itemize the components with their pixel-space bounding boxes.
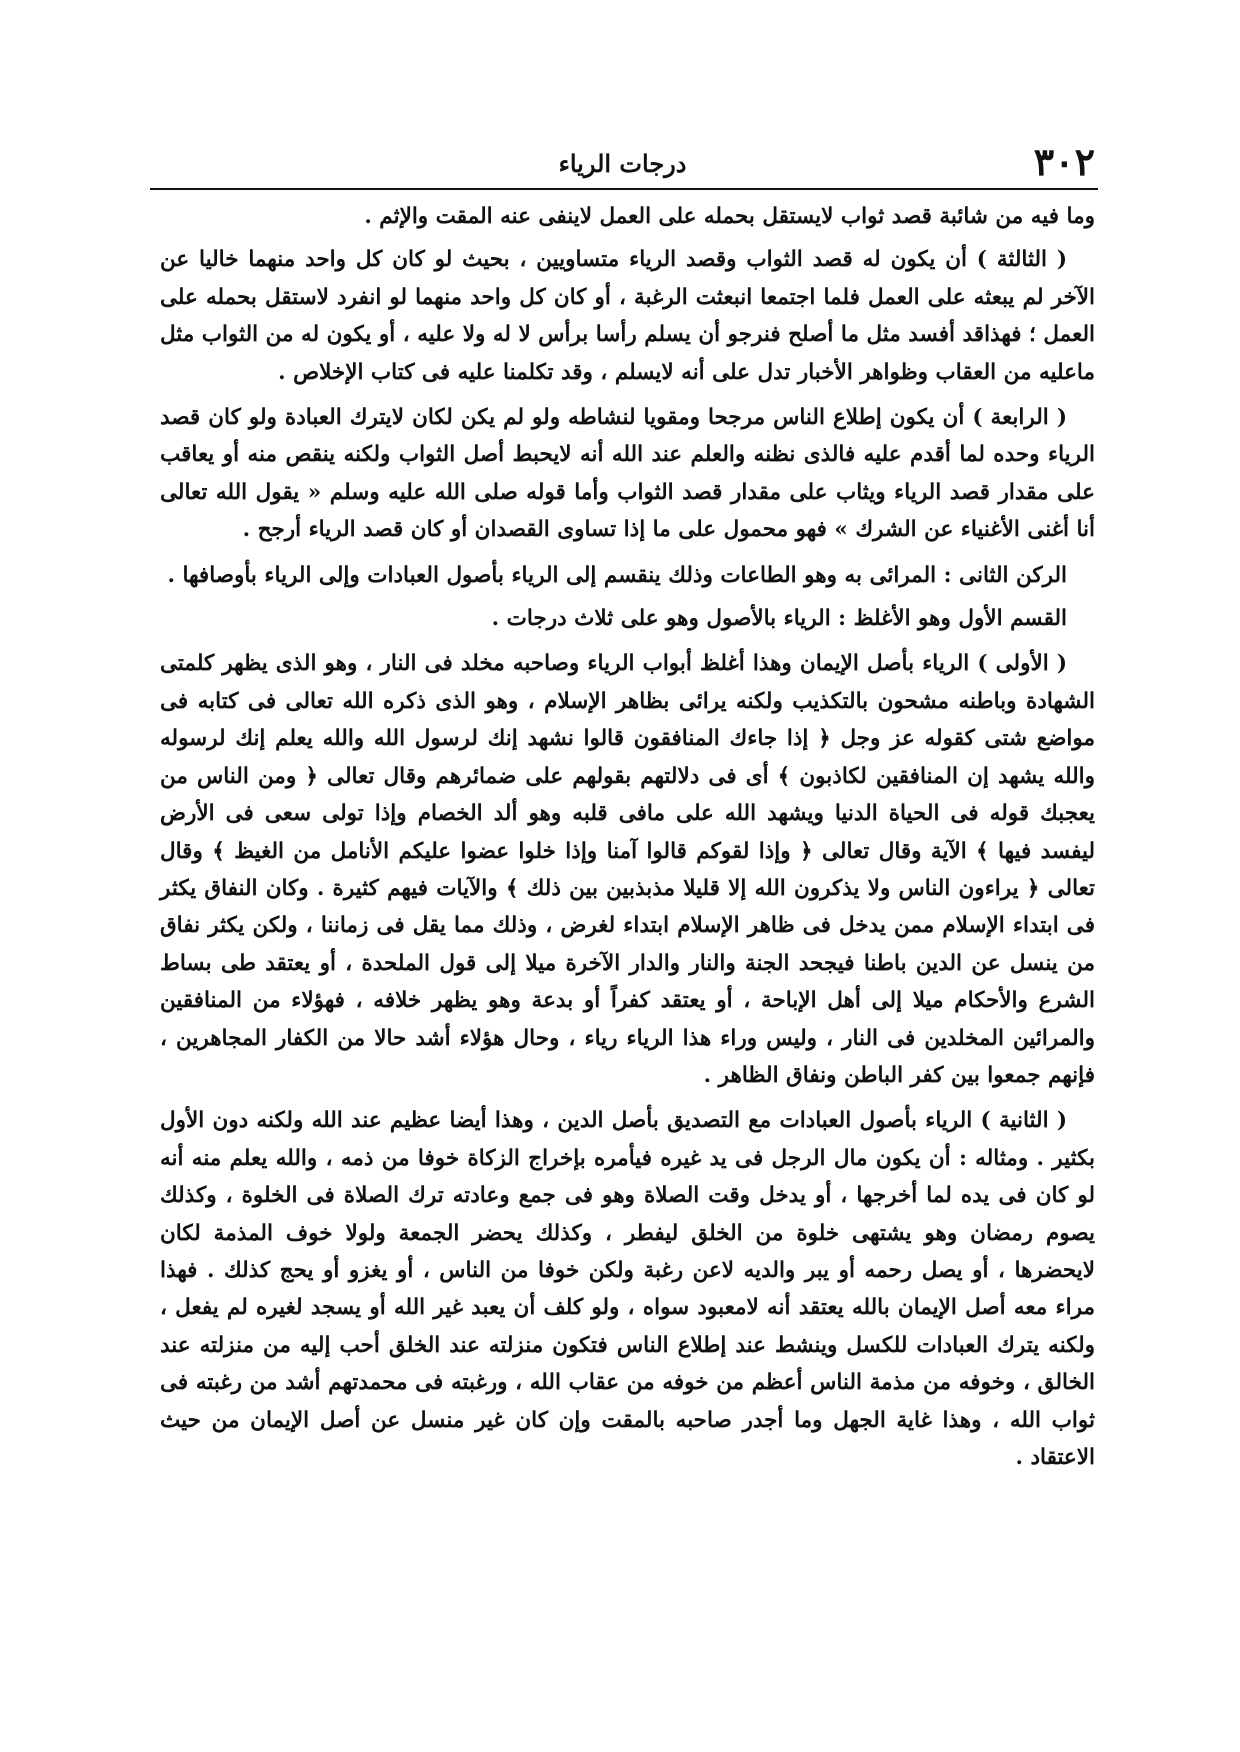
running-title: درجات الرياء: [558, 149, 687, 178]
paragraph-second-degree: ( الثانية ) الرياء بأصول العبادات مع التصديق بأصل الدين ، وهذا أيضا عظيم عند الله ولكنه دون الأول بكثير . ومثاله : أن يكون مال الرجل فى يد غيره فيأمره بإخراج الزكاة خوفا من ذمه ، والله يعلم منه أنه لو كان فى يده لما أخرجها ، أو يدخل وقت الصلاة وهو فى جمع وعادته ترك الصلاة فى الخلوة ، وكذلك يصوم رمضان وهو يشتهى خلوة من الخلق ليفطر ، وكذلك يحضر الجمعة ولولا خوف المذمة لكان لايحضرها ، أو يصل رحمه أو يبر والديه لاعن رغبة ولكن خوفا من الناس ، أو يغزو أو يحج كذلك . فهذا مراء معه أصل الإيمان بالله يعتقد أنه لامعبود سواه ، ولو كلف أن يعبد غير الله أو يسجد لغيره لم يفعل ، ولكنه يترك العبادات للكسل وينشط عند إطلاع الناس فتكون منزلته عند الخلق أحب إليه من منزلته عند الخالق ، وخوفه من مذمة الناس أعظم من خوفه من عقاب الله ، ورغبته فى محمدتهم أشد من رغبته فى ثواب الله ، وهذا غاية الجهل وما أجدر صاحبه بالمقت وإن كان غير منسل عن أصل الإيمان من حيث الاعتقاد .: [160, 1108, 1095, 1470]
page-header: [150, 140, 1095, 184]
paragraph-fourth-degree: ( الرابعة ) أن يكون إطلاع الناس مرجحا ومقويا لنشاطه ولو لم يكن لكان لايترك العبادة ولو كان قصد الرياء وحده لما أقدم عليه فالذى نظنه والعلم عند الله أنه لايحبط أصل الثواب ولكنه ينقص منه أو يعاقب على مقدار قصد الرياء ويثاب على مقدار قصد الثواب وأما قوله صلى الله عليه وسلم « يقول الله تعالى أنا أغنى الأغنياء عن الشرك » فهو محمول على ما إذا تساوى القصدان أو كان قصد الرياء أرجح .: [160, 405, 1095, 543]
paragraph-first-degree: ( الأولى ) الرياء بأصل الإيمان وهذا أغلظ أبواب الرياء وصاحبه مخلد فى النار ، وهو الذى يظهر كلمتى الشهادة وباطنه مشحون بالتكذيب ولكنه يرائى بظاهر الإسلام ، وهو الذى ذكره الله تعالى فى كتابه فى مواضع شتى كقوله عز وجل ﴿ إذا جاءك المنافقون قالوا نشهد إنك لرسول الله والله يعلم إنك لرسوله والله يشهد إن المنافقين لكاذبون ﴾ أى فى دلالتهم بقولهم على ضمائرهم وقال تعالى ﴿ ومن الناس من يعجبك قوله فى الحياة الدنيا ويشهد الله على مافى قلبه وهو ألد الخصام وإذا تولى سعى فى الأرض ليفسد فيها ﴾ الآية وقال تعالى ﴿ وإذا لقوكم قالوا آمنا وإذا خلوا عضوا عليكم الأنامل من الغيظ ﴾ وقال تعالى ﴿ يراءون الناس ولا يذكرون الله إلا قليلا مذبذبين بين ذلك ﴾ والآيات فيهم كثيرة . وكان النفاق يكثر فى ابتداء الإسلام ممن يدخل فى ظاهر الإسلام ابتداء لغرض ، وذلك مما يقل فى زماننا ، ولكن يكثر نفاق من ينسل عن الدين باطنا فيجحد الجنة والنار والدار الآخرة ميلا إلى قول الملحدة ، أو يعتقد طى بساط الشرع والأحكام ميلا إلى أهل الإباحة ، أو يعتقد كفراً أو بدعة وهو يظهر خلافه ، فهؤلاء من المنافقين والمرائين المخلدين فى النار ، وليس وراء هذا الرياء رياء ، وحال هؤلاء أشد حالا من الكفار المجاهرين ، فإنهم جمعوا بين كفر الباطن ونفاق الظاهر .: [160, 651, 1095, 1088]
paragraph-continuation: وما فيه من شائبة قصد ثواب لايستقل بحمله على العمل لاينفى عنه المقت والإثم .: [364, 204, 1095, 229]
paragraph-third-degree: ( الثالثة ) أن يكون له قصد الثواب وقصد الرياء متساويين ، بحيث لو كان كل واحد منهما خاليا عن الآخر لم يبعثه على العمل فلما اجتمعا انبعثت الرغبة ، أو كان كل واحد منهما لو انفرد لاستقل بحمله على العمل ؛ فهذاقد أفسد مثل ما أصلح فنرجو أن يسلم رأسا برأس لا له ولا عليه ، أو يكون له من الثواب مثل ماعليه من العقاب وظواهر الأخبار تدل على أنه لايسلم ، وقد تكلمنا عليه فى كتاب الإخلاص .: [160, 247, 1095, 385]
paragraph-second-pillar: الركن الثانى : المرائى به وهو الطاعات وذلك ينقسم إلى الرياء بأصول العبادات وإلى الرياء بأوصافها .: [167, 562, 1067, 588]
header-rule: [150, 188, 1098, 190]
page-body: [160, 198, 1095, 1476]
page-number: ٣٠٢: [1033, 139, 1095, 184]
paragraph-first-division: القسم الأول وهو الأغلظ : الرياء بالأصول وهو على ثلاث درجات .: [491, 606, 1067, 632]
